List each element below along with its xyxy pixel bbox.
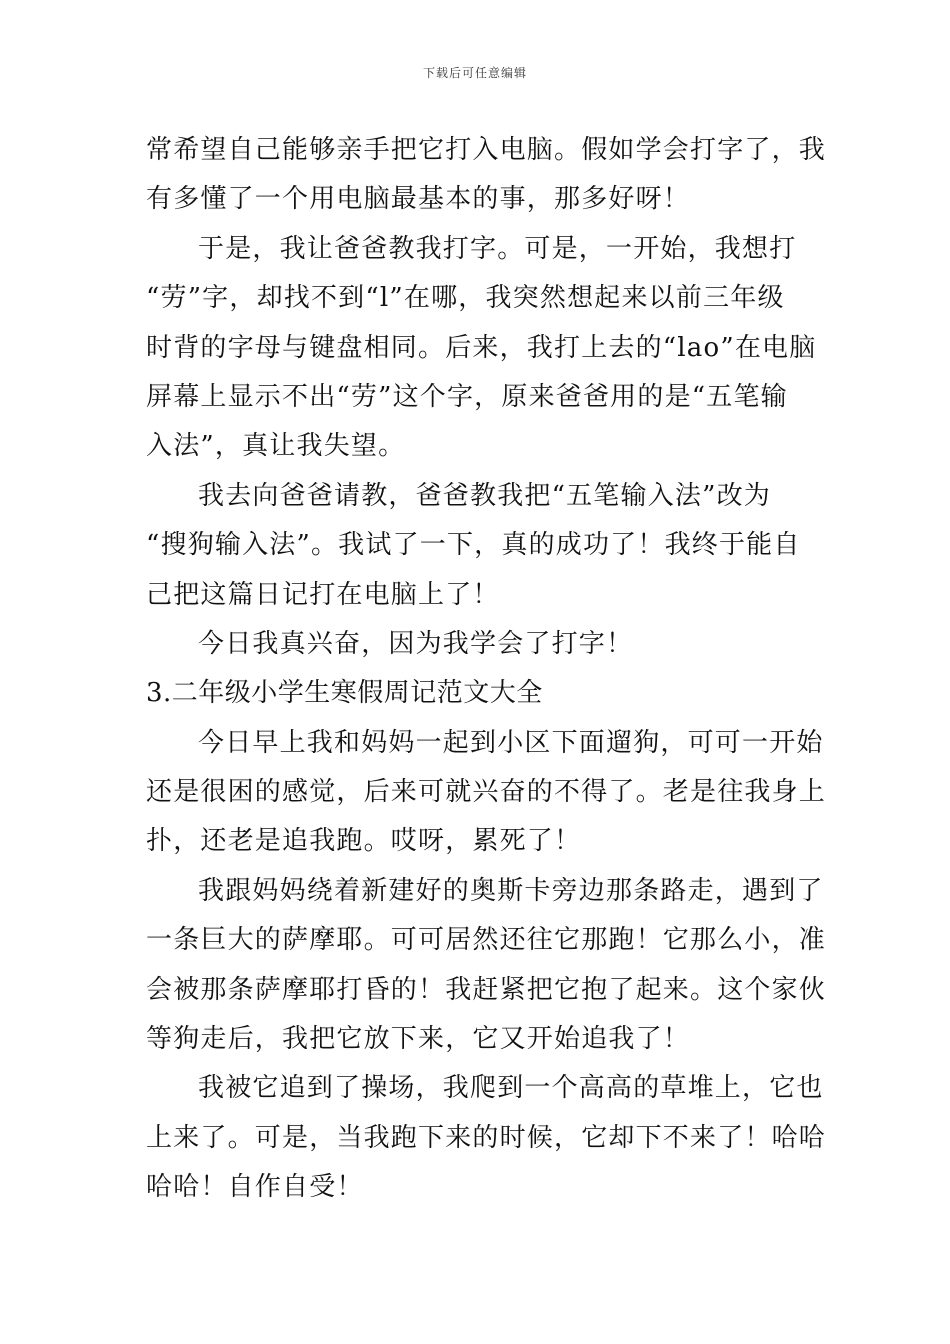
- text-line: 一条巨大的萨摩耶。可可居然还往它那跑！它那么小，准: [146, 925, 827, 956]
- text-line: “劳”字，却找不到“l”在哪，我突然想起来以前三年级: [146, 283, 785, 314]
- text-line: 哈哈！自作自受！: [146, 1172, 364, 1203]
- paragraph-start-line: 于是，我让爸爸教我打字。可是，一开始，我想打: [198, 233, 797, 264]
- paragraph-start-line: 我被它追到了操场，我爬到一个高高的草堆上，它也: [198, 1073, 824, 1104]
- document-body: [146, 126, 827, 1213]
- text-line: 入法”，真让我失望。: [146, 431, 406, 462]
- text-line: 等狗走后，我把它放下来，它又开始追我了！: [146, 1024, 691, 1055]
- text-line: 还是很困的感觉，后来可就兴奋的不得了。老是往我身上: [146, 777, 827, 808]
- text-line: 有多懂了一个用电脑最基本的事，那多好呀！: [146, 184, 691, 215]
- text-line: 屏幕上显示不出“劳”这个字，原来爸爸用的是“五笔输: [146, 381, 788, 412]
- paragraph-start-line: 我跟妈妈绕着新建好的奥斯卡旁边那条路走，遇到了: [198, 875, 824, 906]
- text-line: 会被那条萨摩耶打昏的！我赶紧把它抱了起来。这个家伙: [146, 974, 827, 1005]
- text-line: “搜狗输入法”。我试了一下，真的成功了！我终于能自: [146, 530, 801, 561]
- text-line: 时背的字母与键盘相同。后来，我打上去的“lao”在电脑: [146, 332, 817, 363]
- paragraph-start-line: 今日早上我和妈妈一起到小区下面遛狗，可可一开始: [198, 727, 824, 758]
- text-line: 上来了。可是，当我跑下来的时候，它却下不来了！哈哈: [146, 1122, 827, 1153]
- section-heading: 3.二年级小学生寒假周记范文大全: [146, 678, 543, 709]
- text-line: 己把这篇日记打在电脑上了！: [146, 579, 500, 610]
- paragraph-start-line: 我去向爸爸请教，爸爸教我把“五笔输入法”改为: [198, 480, 771, 511]
- page-header: 下载后可任意编辑: [422, 66, 527, 80]
- text-line: 扑，还老是追我跑。哎呀，累死了！: [146, 826, 582, 857]
- text-line: 常希望自己能够亲手把它打入电脑。假如学会打字了，我: [146, 135, 827, 165]
- paragraph-start-line: 今日我真兴奋，因为我学会了打字！: [198, 628, 634, 659]
